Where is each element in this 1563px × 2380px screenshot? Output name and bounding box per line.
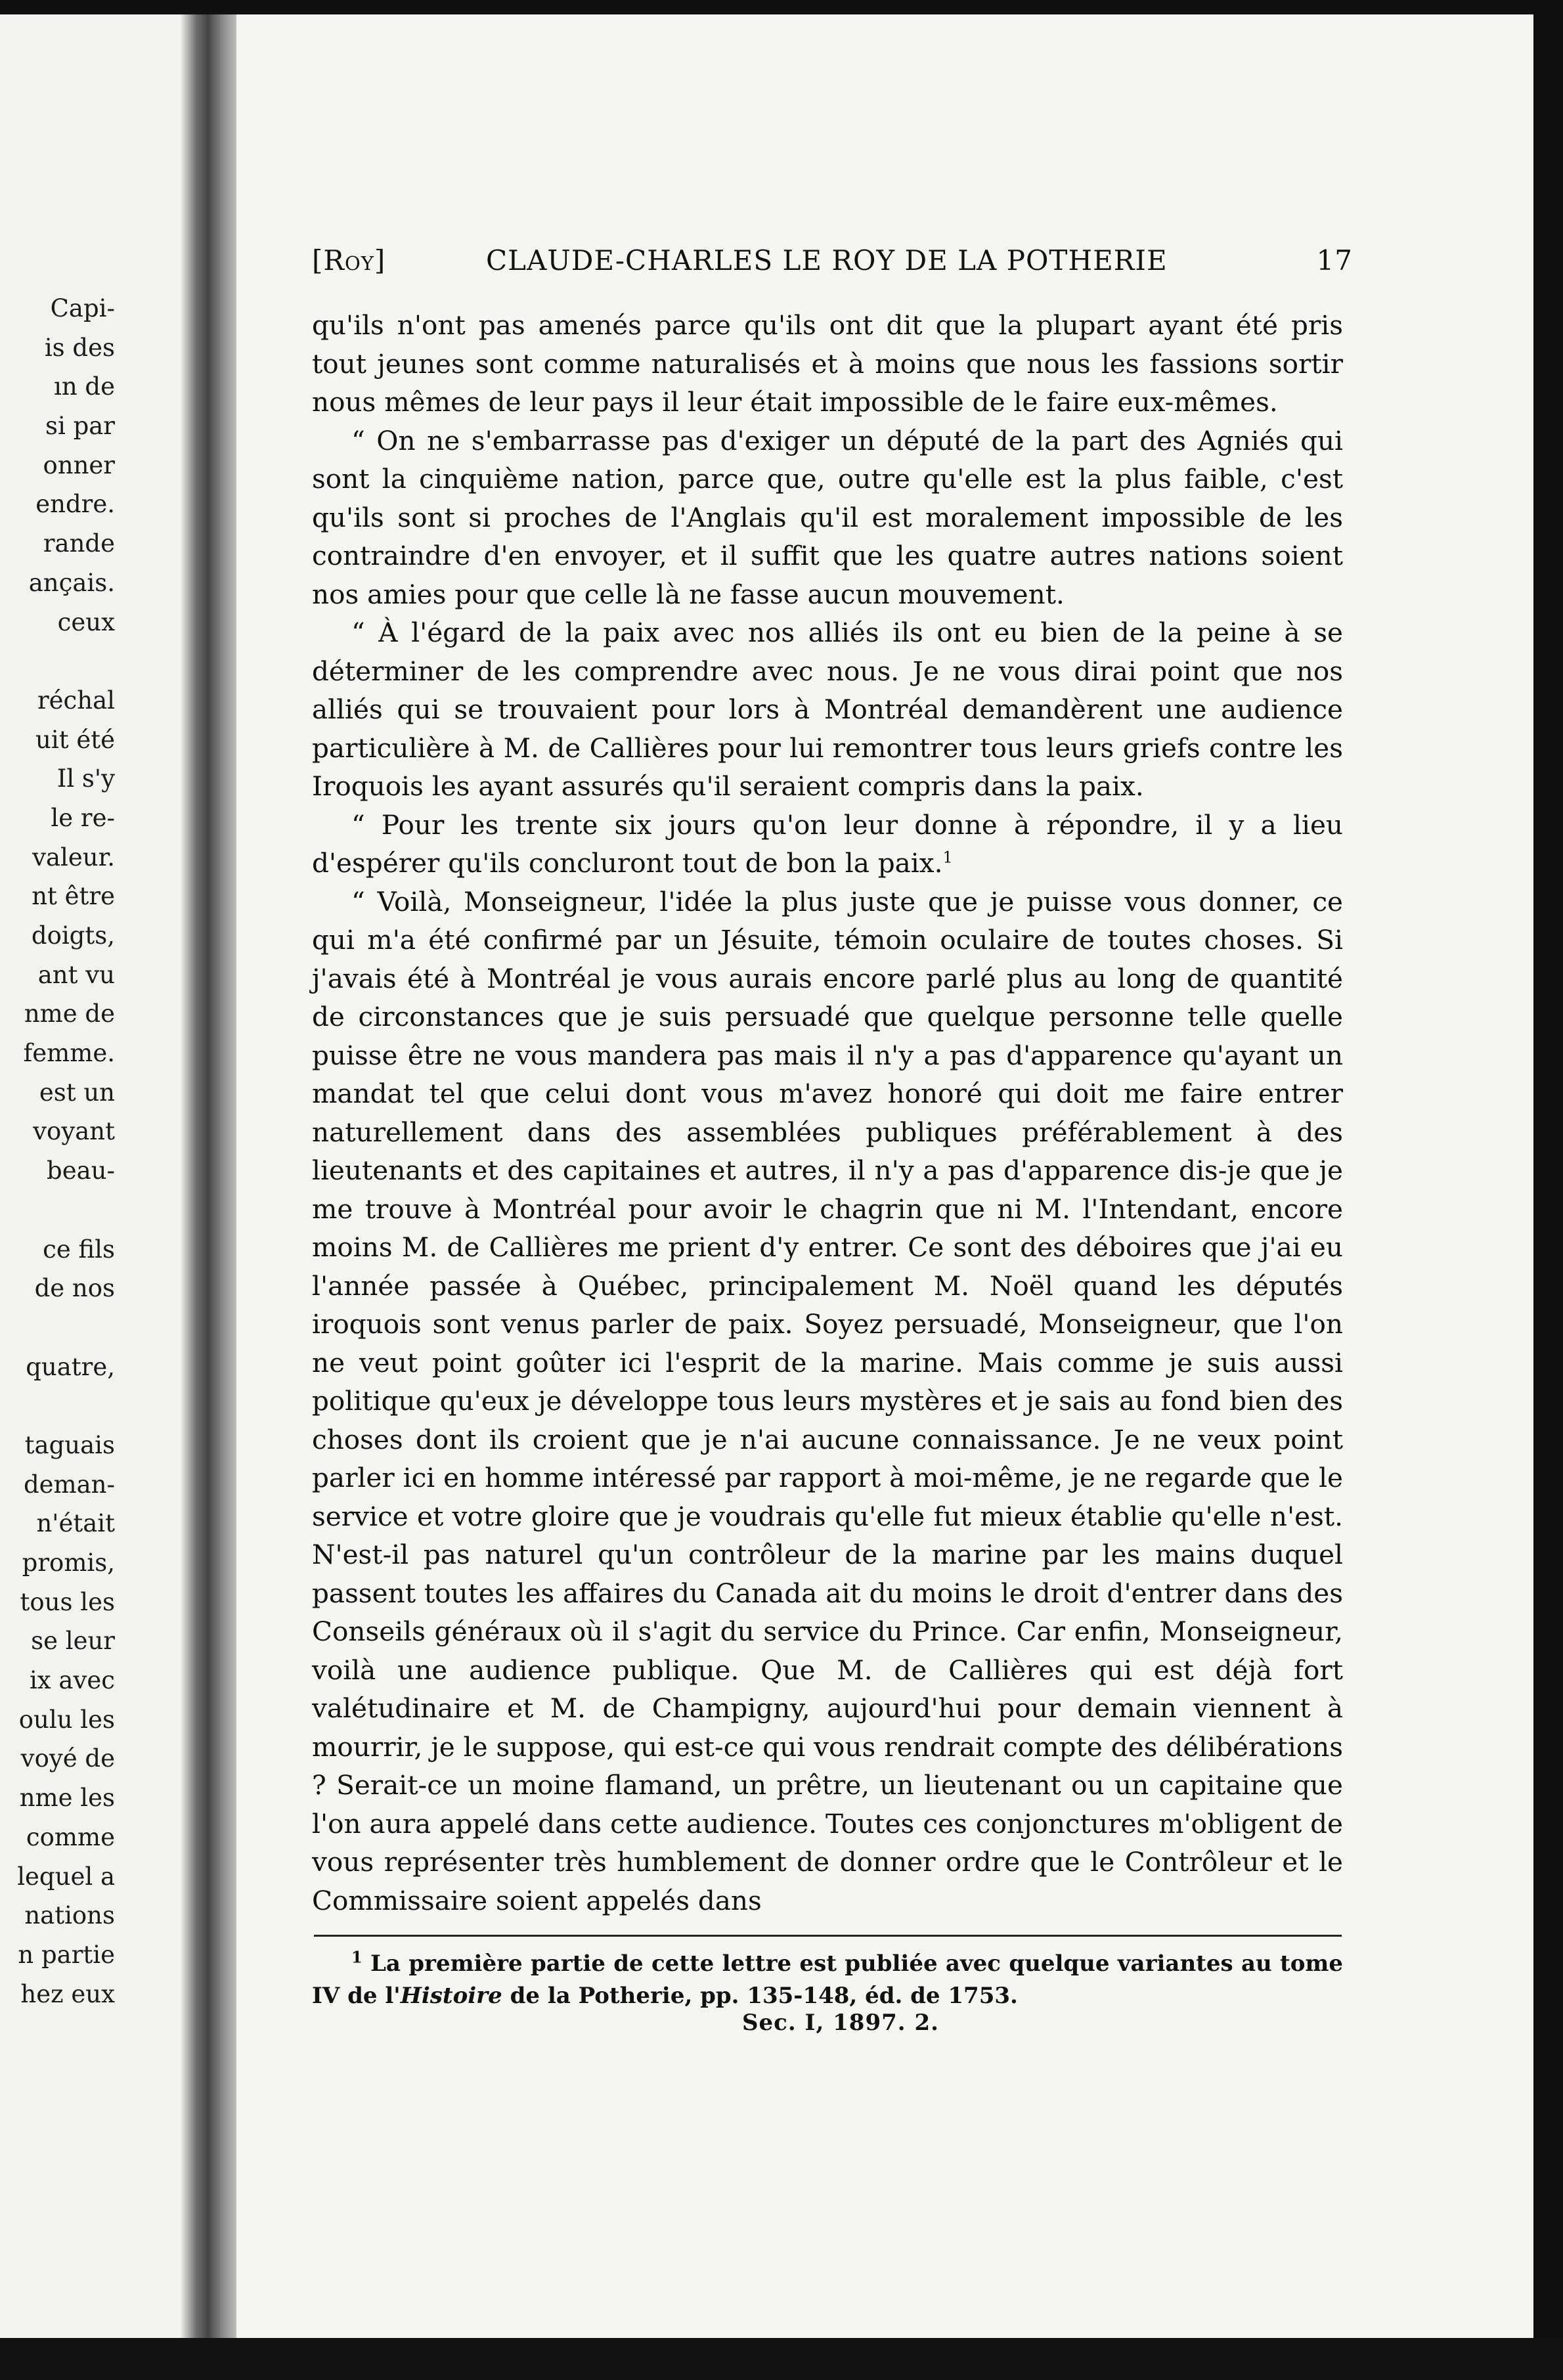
scan-right-border (1533, 0, 1563, 2380)
previous-page-line: uit été (35, 725, 115, 754)
previous-page-line: de nos (34, 1274, 115, 1303)
paragraph-4-text: “ Pour les trente six jours qu'on leur donne à répondre, il y a lieu d'espérer qu'ils concluront tout de bon la paix. (312, 808, 1343, 879)
previous-page-line: ce fils (43, 1235, 115, 1264)
previous-page-line (0, 642, 115, 681)
previous-page-line: nations (24, 1901, 115, 1930)
previous-page-line: lequel a (17, 1862, 115, 1891)
paragraph-4 (312, 806, 1343, 883)
previous-page-line: ançais. (28, 568, 115, 597)
previous-page-line (0, 1386, 115, 1426)
paragraph-1: qu'ils n'ont pas amenés parce qu'ils ont dit que la plupart ayant été pris tout jeunes sont comme naturalisés et à moins que nous les fassions sortir nous mêmes de leur pays il leur était impossible de le faire eux-mêmes. (312, 309, 1343, 418)
running-head-title: CLAUDE-CHARLES LE ROY DE LA POTHERIE (486, 244, 1168, 276)
printer-signature: Sec. I, 1897. 2. (742, 2010, 939, 2036)
previous-page-line: n'était (36, 1509, 115, 1538)
previous-page-line (0, 1308, 115, 1348)
footnote-reference: 1 (942, 848, 953, 867)
previous-page-line: doigts, (31, 921, 115, 950)
footnote-text-a: La première partie de cette lettre est publiée avec quelque variantes au tome IV de l' (312, 1950, 1343, 2009)
previous-page-line: hez eux (20, 1979, 115, 2008)
previous-page-line: deman- (23, 1470, 115, 1499)
paragraph-5: “ Voilà, Monseigneur, l'idée la plus juste que je puisse vous donner, ce qui m'a été confirmé par un Jésuite, témoin oculaire de toutes choses. Si j'avais été à Montréal je vous aurais encore parlé plus au long de quantité de circonstances que je suis persuadé que quelque personne telle quelle puisse être ne vous mandera pas mais il n'y a pas d'apparence qu'ayant un mandat tel que celui dont vous m'avez honoré qui doit me faire entrer naturellement dans des assemblées publiques préférablement à des lieutenants et des capitaines et autres, il n'y a pas d'apparence dis-je que je me trouve à Montréal pour avoir le chagrin que ni M. l'Intendant, encore moins M. de Callières me prient d'y entrer. Ce sont des déboires que j'ai eu l'année passée à Québec, principalement M. Noël quand les députés iroquois sont venus parler de paix. Soyez persuadé, Monseigneur, que l'on ne veut point goûter ici l'esprit de la marine. Mais comme je suis aussi politique qu'eux je développe tous leurs mystères et je sais au fond bien des choses dont ils croient que je n'ai aucune connaissance. Je ne veux point parler ici en homme intéressé par rapport à moi-même, je ne regarde que le service et votre gloire que je voudrais qu'elle fut mieux établie qu'elle n'est. N'est-il pas naturel qu'un contrôleur de la marine par les mains duquel passent toutes les affaires du Canada ait du moins le droit d'entrer dans des Conseils généraux où il s'agit du service du Prince. Car enfin, Monseigneur, voilà une audience publique. Que M. de Callières qui est déjà fort valétudinaire et M. de Champigny, aujourd'hui pour demain viennent à mourrir, je le suppose, qui est-ce qui vous rendrait compte des délibérations ? Serait-ce un moine flamand, un prêtre, un lieutenant ou un capitaine que l'on aura appelé dans cette audience. Toutes ces conjonctures m'obligent de vous représenter très humblement de donner ordre que le Contrôleur et le Commissaire soient appelés dans (312, 885, 1343, 1916)
previous-page-line: se leur (31, 1627, 115, 1656)
previous-page-line: nme de (24, 1000, 115, 1028)
previous-page-line: onner (43, 451, 115, 479)
previous-page-line: est un (39, 1078, 115, 1107)
previous-page-line: le re- (51, 803, 115, 832)
previous-page-line: ın de (53, 372, 115, 401)
previous-page-line: promis, (22, 1549, 115, 1577)
previous-page-line: ceux (57, 607, 115, 636)
previous-page-text-fragments (0, 289, 115, 2014)
footnote-separator (314, 1935, 1342, 1937)
previous-page-line: Capi- (50, 294, 115, 322)
footnote-text-b: de la Potherie, pp. 135-148, éd. de 1753. (502, 1983, 1018, 2009)
previous-page-line: valeur. (32, 843, 115, 871)
footnote-marker: 1 (351, 1947, 363, 1967)
previous-page-line: si par (45, 412, 115, 441)
previous-page-line: voyé de (20, 1744, 115, 1773)
previous-page (0, 0, 197, 2380)
previous-page-line: ix avec (29, 1666, 115, 1695)
previous-page-line: rande (43, 529, 115, 558)
previous-page-line: ant vu (37, 960, 115, 989)
previous-page-line (0, 1191, 115, 1230)
previous-page-line: voyant (33, 1117, 115, 1146)
previous-page-line: nt être (32, 882, 115, 911)
page-number: 17 (1316, 244, 1353, 276)
previous-page-line: tous les (20, 1587, 115, 1616)
paragraph-3: “ À l'égard de la paix avec nos alliés ils ont eu bien de la peine à se déterminer de les comprendre avec nous. Je ne vous dirai point que nos alliés qui se trouvaient pour lors à Montréal demandèrent une audience particulière à M. de Callières pour lui remontrer tous leurs griefs contre les Iroquois les ayant assurés qu'il seraient compris dans la paix. (312, 617, 1343, 802)
scan-bottom-border (0, 2338, 1563, 2380)
footnote-title-italic: Histoire (400, 1983, 502, 2009)
previous-page-line: réchal (37, 686, 115, 715)
previous-page-line: quatre, (26, 1352, 115, 1381)
previous-page-line: comme (26, 1822, 115, 1851)
paragraph-2: “ On ne s'embarrasse pas d'exiger un député de la part des Agniés qui sont la cinquième nation, parce que, outre qu'elle est la plus faible, c'est qu'ils sont si proches de l'Anglais qu'il est moralement impossible de les contraindre d'en envoyer, et il suffit que les quatre autres nations soient nos amies pour que celle là ne fasse aucun mouvement. (312, 424, 1343, 610)
previous-page-line: nme les (19, 1784, 115, 1813)
previous-page-line: beau- (47, 1157, 115, 1185)
scan-top-border (0, 0, 1563, 14)
previous-page-line: is des (44, 333, 115, 362)
previous-page-line: oulu les (18, 1705, 115, 1734)
previous-page-line: Il s'y (56, 764, 115, 793)
previous-page-line: taguais (24, 1430, 115, 1459)
previous-page-line: femme. (23, 1039, 115, 1068)
previous-page-line: n partie (18, 1940, 115, 1969)
footnote (312, 1948, 1343, 2012)
main-text (312, 306, 1343, 1920)
running-head-author: [Roy] (312, 244, 386, 276)
previous-page-line: endre. (35, 490, 115, 519)
running-head (312, 244, 1353, 286)
